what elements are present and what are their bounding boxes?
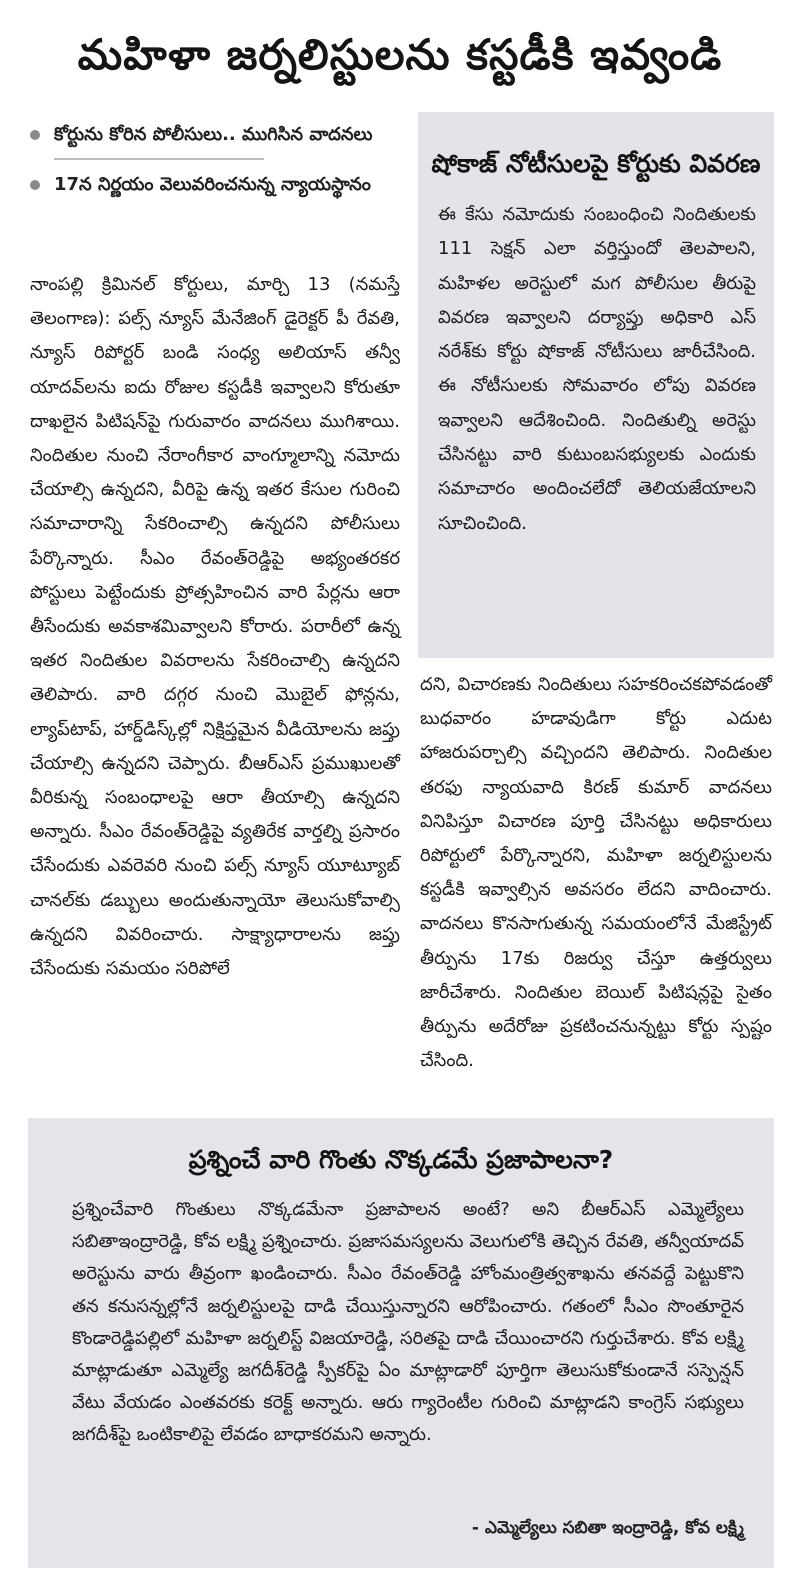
bullet-dot-icon (30, 180, 40, 190)
bullet-item (30, 168, 410, 202)
headline: మహిళా జర్నలిస్టులను కస్టడీకి ఇవ్వండి (77, 30, 723, 79)
bullet-text: కోర్టును కోరిన పోలీసులు.. ముగిసిన వాదనలు (54, 124, 373, 145)
article-left-column: నాంపల్లి క్రిమినల్ కోర్టులు, మార్చి 13 (నమస్తే తెలంగాణ): పల్స్ న్యూస్ మేనేజింగ్ డైరెక్టర్ పీ రేవతి, న్యూస్ రిపోర్టర్ బండి సంధ్య అలియాస్ తన్వీ యాదవ్‌లను ఐదు రోజుల కస్టడీకి ఇవ్వాలని కోరుతూ దాఖలైన పిటిషన్‌పై గురువారం వాదనలు ముగిశాయి. నిందితుల నుంచి నేరాంగీకార వాంగ్మూలాన్ని నమోదు చేయాల్సి ఉన్నదని, వీరిపై ఉన్న ఇతర కేసుల గురించి సమాచారాన్ని సేకరించాల్సి ఉన్నదని పోలీసులు పేర్కొన్నారు. సీఎం రేవంత్‌రెడ్డిపై అభ్యంతరకర పోస్టులు పెట్టేందుకు ప్రోత్సహించిన వారి పేర్లను ఆరా తీసేందుకు అవకాశమివ్వాలని కోరారు. పరారీలో ఉన్న ఇతర నిందితుల వివరాలను సేకరించాల్సి ఉన్నదని తెలిపారు. వారి దగ్గర నుంచి మొబైల్ ఫోన్లను, ల్యాప్‌టాప్, హార్డ్‌డిస్క్‌ల్లో నిక్షిప్తమైన వీడియోలను జప్తు చేయాల్సి ఉన్నదని చెప్పారు. బీఆర్‌ఎస్ ప్రముఖులతో వీరికున్న సంబంధాలపై ఆరా తీయాల్సి ఉన్నదని అన్నారు. సీఎం రేవంత్‌రెడ్డిపై వ్యతిరేక వార్తల్ని ప్రసారం చేసేందుకు ఎవరెవరి నుంచి పల్స్ న్యూస్ యూట్యూబ్ చానల్‌కు డబ్బులు అందుతున్నాయో తెలుసుకోవాల్సి ఉన్నదని వివరించారు. సాక్ష్యాధారాలను జప్తు చేసేందుకు సమయం సరిపోలే (30, 274, 400, 980)
bullet-dot-icon (30, 130, 40, 140)
sidebar-title: షోకాజ్ నోటీసులపై కోర్టుకు వివరణ (431, 149, 761, 178)
bullet-divider (54, 158, 264, 160)
article-right-column: దని, విచారణకు నిందితులు సహకరించకపోవడంతో బుధవారం హడావుడిగా కోర్టు ఎదుట హాజరుపర్చాల్సి వచ్చిందని తెలిపారు. నిందితుల తరఫు న్యాయవాది కిరణ్ కుమార్ వాదనలు వినిపిస్తూ విచారణ పూర్తి చేసినట్టు అధికారులు రిపోర్టులో పేర్కొన్నారని, మహిళా జర్నలిస్టులను కస్టడీకి ఇవ్వాల్సిన అవసరం లేదని వాదించారు. వాదనలు కొనసాగుతున్న సమయంలోనే మేజిస్ట్రేట్ తీర్పును 17కు రిజర్వు చేస్తూ ఉత్తర్వులు జారీచేశారు. నిందితుల బెయిల్ పిటిషన్లపై సైతం తీర్పును అదేరోజు ప్రకటించనున్నట్టు కోర్టు స్పష్టం చేసింది. (420, 674, 772, 1072)
bullet-text: 17న నిర్ణయం వెలువరించనున్న న్యాయస్థానం (54, 174, 371, 195)
quote-box-title: ప్రశ్నించే వారి గొంతు నొక్కడమే ప్రజాపాలనా? (188, 1145, 614, 1174)
sidebar-box (418, 112, 774, 658)
quote-attribution: - ఎమ్మెల్యేలు సబితా ఇంద్రారెడ్డి, కోవ లక్ష్మి (471, 1518, 744, 1538)
bullet-list (30, 118, 410, 202)
bullet-item (30, 118, 410, 152)
quote-box (28, 1118, 774, 1568)
quote-box-text: ప్రశ్నించేవారి గొంతులు నొక్కడమేనా ప్రజాపాలన అంటే? అని బీఆర్‌ఎస్ ఎమ్మెల్యేలు సబితాఇంద్రారెడ్డి, కోవ లక్ష్మి ప్రశ్నించారు. ప్రజాసమస్యలను వెలుగులోకి తెచ్చిన రేవతి, తన్వీయాదవ్ అరెస్టును వారు తీవ్రంగా ఖండించారు. సీఎం రేవంత్‌రెడ్డి హోంమంత్రిత్వశాఖను తనవద్దే పెట్టుకొని తన కనుసన్నల్లోనే జర్నలిస్టులపై దాడి చేయిస్తున్నారని ఆరోపించారు. గతంలో సీఎం సొంతూరైన కొండారెడ్డిపల్లిలో మహిళా జర్నలిస్ట్ విజయారెడ్డి, సరితపై దాడి చేయించారని గుర్తుచేశారు. కోవ లక్ష్మి మాట్లాడుతూ ఎమ్మెల్యే జగదీశ్‌రెడ్డి స్పీకర్‌పై ఏం మాట్లాడారో పూర్తిగా తెలుసుకోకుండానే సస్పెన్షన్ వేటు వేయడం ఎంతవరకు కరెక్ట్ అన్నారు. ఆరు గ్యారెంటీల గురించి మాట్లాడని కాంగ్రెస్ సభ్యులు జగదీశ్‌పై ఒంటికాలిపై లేవడం బాధాకరమని అన్నారు. (72, 1199, 744, 1446)
sidebar-text: ఈ కేసు నమోదుకు సంబంధించి నిందితులకు 111 సెక్షన్ ఎలా వర్తిస్తుందో తెలపాలని, మహిళల అరెస్టులో మగ పోలీసుల తీరుపై వివరణ ఇవ్వాలని దర్యాప్తు అధికారి ఎస్ నరేశ్‌కు కోర్టు షోకాజ్ నోటీసులు జారీచేసింది. ఈ నోటీసులకు సోమవారం లోపు వివరణ ఇవ్వాలని ఆదేశించింది. నిందితుల్ని అరెస్టు చేసినట్టు వారి కుటుంబసభ్యులకు ఎందుకు సమాచారం అందించలేదో తెలియజేయాలని సూచించింది. (438, 204, 756, 534)
